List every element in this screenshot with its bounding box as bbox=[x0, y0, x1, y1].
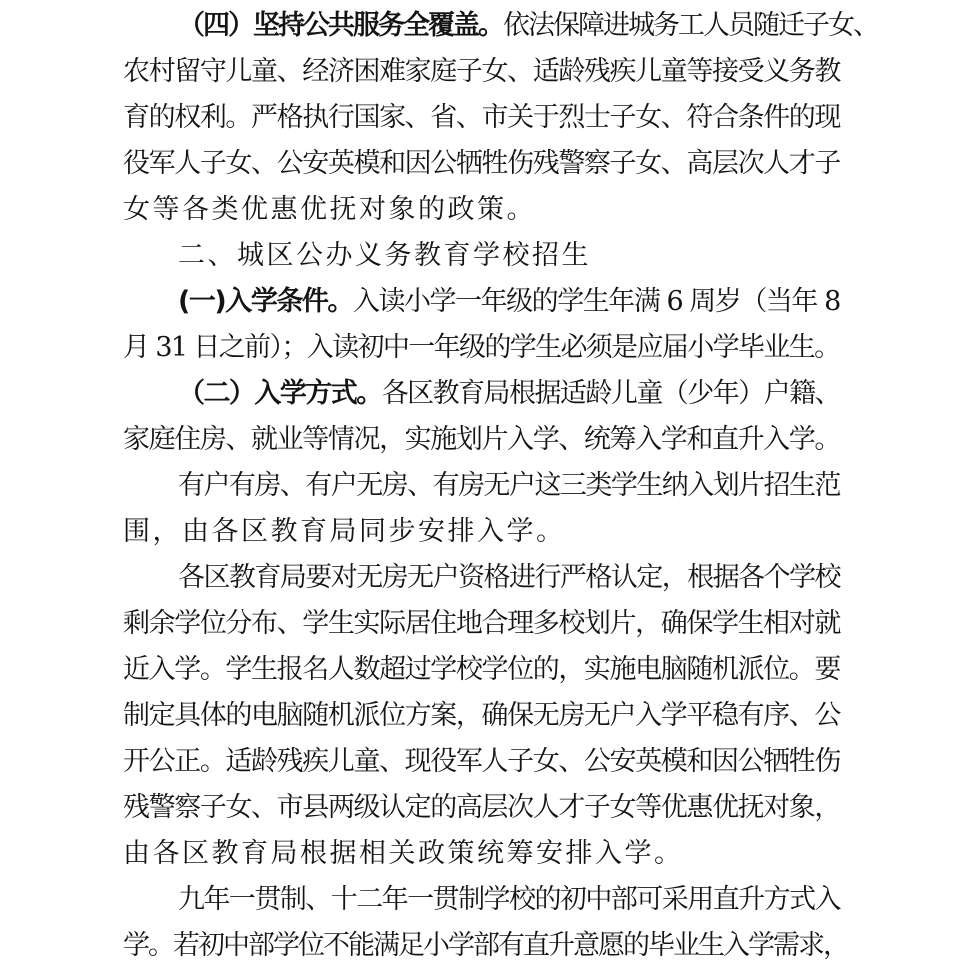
para-b-line-5: 开公正。适龄残疾儿童、现役军人子女、公安英模和因公牺牲伤 bbox=[123, 746, 840, 777]
para-b-line-1: 各区教育局要对无房无户资格进行严格认定，根据各个学校 bbox=[178, 562, 840, 593]
subsection-one-line-1: (一)入学条件。入读小学一年级的学生年满 6 周岁（当年 8 bbox=[178, 286, 840, 317]
section-four-line-4: 役军人子女、公安英模和因公牺牲伤残警察子女、高层次人才子 bbox=[123, 148, 840, 179]
subsection-one-line-2: 月 31 日之前）；入读初中一年级的学生必须是应届小学毕业生。 bbox=[123, 332, 840, 363]
para-a-line-2: 围，由各区教育局同步安排入学。 bbox=[123, 516, 566, 547]
para-b-line-2: 剩余学位分布、学生实际居住地合理多校划片，确保学生相对就 bbox=[123, 608, 840, 639]
section-four-lead: （四）坚持公共服务全覆盖。 bbox=[178, 10, 503, 41]
section-four-line-1: （四）坚持公共服务全覆盖。依法保障进城务工人员随迁子女、 bbox=[178, 10, 878, 41]
section-four-line-5: 女等各类优惠优抚对象的政策。 bbox=[123, 194, 536, 225]
subsection-two-line-2: 家庭住房、就业等情况，实施划片入学、统筹入学和直升入学。 bbox=[123, 424, 840, 455]
para-a-line-1: 有户有房、有户无房、有房无户这三类学生纳入划片招生范 bbox=[178, 470, 840, 501]
para-c-line-2: 学。若初中部学位不能满足小学部有直升意愿的毕业生入学需求， bbox=[123, 930, 848, 961]
para-b-line-6: 残警察子女、市县两级认定的高层次人才子女等优惠优抚对象， bbox=[123, 792, 840, 823]
section-four-line-2: 农村留守儿童、经济困难家庭子女、适龄残疾儿童等接受义务教 bbox=[123, 56, 840, 87]
para-c-line-1: 九年一贯制、十二年一贯制学校的初中部可采用直升方式入 bbox=[178, 884, 840, 915]
subsection-two-line-1: （二）入学方式。各区教育局根据适龄儿童（少年）户籍、 bbox=[178, 378, 841, 409]
para-b-line-3: 近入学。学生报名人数超过学校学位的，实施电脑随机派位。要 bbox=[123, 654, 840, 685]
para-b-line-7: 由各区教育局根据相关政策统筹安排入学。 bbox=[123, 838, 684, 869]
section-heading: 二、城区公办义务教育学校招生 bbox=[178, 240, 591, 271]
para-b-line-4: 制定具体的电脑随机派位方案，确保无房无户入学平稳有序、公 bbox=[123, 700, 840, 731]
subsection-two-lead: （二）入学方式。 bbox=[178, 378, 382, 409]
section-four-line-3: 育的权利。严格执行国家、省、市关于烈士子女、符合条件的现 bbox=[123, 102, 840, 133]
subsection-one-lead: (一)入学条件。 bbox=[178, 286, 353, 317]
